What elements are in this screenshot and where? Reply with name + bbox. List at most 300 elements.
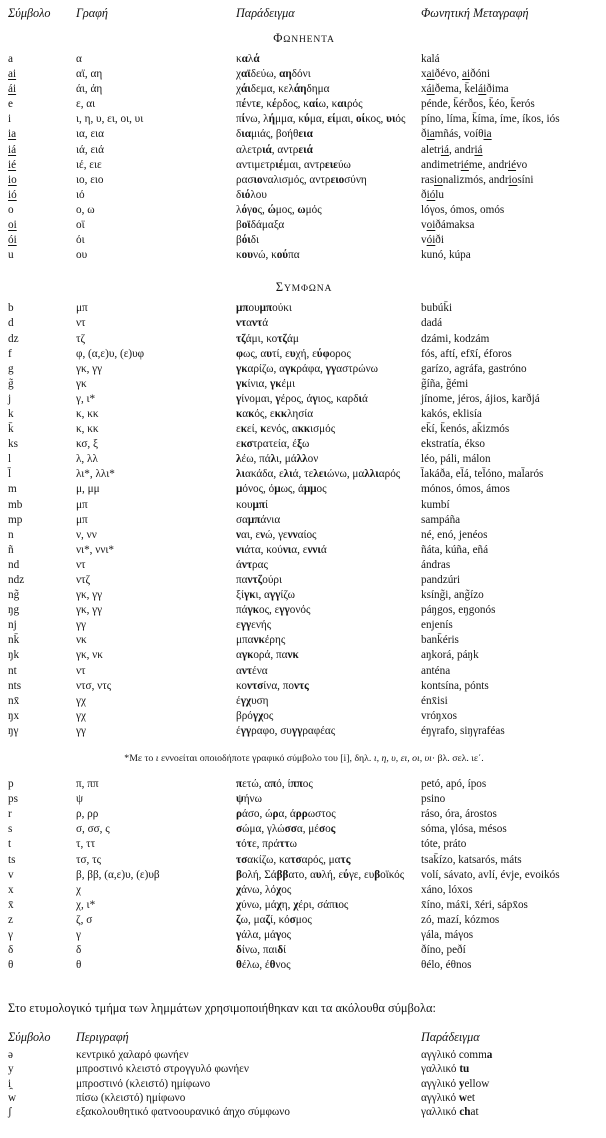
symbol-cell: l̄ (8, 468, 12, 481)
table-row (8, 513, 600, 528)
grafi-cell: νι*, ννι* (76, 543, 114, 556)
symbol-cell: a (8, 53, 13, 65)
table-row (8, 362, 600, 377)
transcription-cell: píno, líma, k̄íma, íme, íkos, iós (421, 113, 560, 126)
transcription-cell: x̄íno, máx̄i, x̄éri, sápx̄os (421, 898, 528, 911)
grafi-cell: νκ (76, 634, 87, 647)
transcription-cell: dadá (421, 317, 443, 330)
grafi-cell: β, ββ, (α,ε)υ, (ε)υβ (76, 868, 160, 881)
example-cell: διόλου (236, 188, 267, 201)
transcription-cell: jínome, jéros, ájios, karðjá (421, 392, 540, 405)
grafi-cell: όι (76, 234, 85, 247)
transcription-cell: tóte, práto (421, 838, 467, 851)
symbol-cell: g (8, 362, 14, 375)
table-row (8, 97, 600, 112)
table-row (8, 943, 600, 958)
table-row (8, 603, 600, 618)
iota-footnote: *Με το ι εννοείται οποιοδήποτε γραφικό σύμβολο του [i], δηλ. ι, η, υ, ει, οι, υι· βλ. σελ. ιε΄. (124, 753, 484, 765)
grafi-cell: ο, ω (76, 203, 95, 216)
example-cell: πέντε, κέρδος, καίω, καιρός (236, 98, 363, 111)
grafi-cell: ιό (76, 188, 85, 201)
description-cell: μπροστινό (κλειστό) ημίφωνο (76, 1077, 211, 1090)
example-cell: έγγραφο, συγγραφέας (236, 724, 336, 737)
description-cell: μπροστινό κλειστό στρογγυλό φωνήεν (76, 1063, 249, 1076)
symbol-cell: ndz (8, 574, 25, 586)
grafi-cell: ζ, σ (76, 913, 93, 926)
grafi-cell: ντζ (76, 574, 91, 586)
grafi-cell: φ, (α,ε)υ, (ε)υφ (76, 347, 145, 360)
example-cell: άντρας (236, 558, 268, 571)
symbol-cell: p (8, 778, 14, 791)
example-cell: τότε, πράττω (236, 838, 298, 851)
table-row (8, 188, 600, 203)
example-cell: καλά (236, 53, 260, 65)
example-cell: αντιμετριέμαι, αντρειεύω (236, 158, 351, 171)
transcription-cell: aŋkorá, páŋk (421, 649, 479, 662)
example-cell: χάιδεμα, κελάηδημα (236, 83, 330, 96)
symbol-cell: ks (8, 438, 18, 451)
example-cell: κοντσίνα, ποντς (236, 679, 309, 692)
symbol-cell: nd (8, 558, 20, 571)
transcription-cell: voiðámaksa (421, 219, 475, 232)
symbol-cell: nts (8, 679, 22, 692)
table-row (8, 792, 600, 807)
symbol-cell: m (8, 483, 17, 496)
example-cell: μπουμπούκι (236, 302, 292, 315)
table-row (8, 127, 600, 142)
table-row (8, 52, 600, 67)
grafi-cell: κ, κκ (76, 423, 99, 436)
symbol-cell: oi (8, 219, 17, 232)
transcription-cell: petó, apó, ípos (421, 778, 487, 791)
table-row (8, 724, 600, 739)
main-table-header (8, 6, 600, 20)
table-row (8, 377, 600, 392)
transcription-cell: ksíng̃i, ang̃ízo (421, 589, 484, 602)
grafi-cell: γγ (76, 619, 86, 632)
transcription-cell: anténa (421, 664, 451, 677)
symbol-cell: g̃ (8, 377, 14, 390)
table-row (8, 1048, 600, 1062)
description-cell: πίσω (κλειστό) ημίφωνο (76, 1091, 186, 1104)
grafi-cell: γγ (76, 724, 86, 737)
symbol-cell: x̄ (8, 898, 14, 911)
symbol-cell: v (8, 868, 14, 881)
example-cell: πετώ, από, ίππος (236, 778, 313, 791)
consonants-table (8, 301, 600, 739)
grafi-cell: τ, ττ (76, 838, 96, 851)
example-cell: ψήνω (236, 793, 262, 806)
table-row (8, 467, 600, 482)
table-row (8, 173, 600, 188)
table-row (8, 633, 600, 648)
example-cell: διαμιάς, βοήθεια (236, 128, 313, 141)
description-cell: κεντρικό χαλαρό φωνήεν (76, 1049, 189, 1062)
symbol-cell: dz (8, 332, 19, 345)
symbol-cell: y (8, 1063, 14, 1076)
table-row (8, 233, 600, 248)
transcription-cell: ráso, óra, árostos (421, 808, 497, 821)
grafi-cell: ιέ, ειε (76, 158, 102, 171)
transcription-cell: sampáña (421, 513, 461, 526)
grafi-cell: μπ (76, 513, 88, 526)
symbol-cell: ps (8, 793, 18, 806)
transcription-cell: zó, mazí, kózmos (421, 913, 500, 926)
table-row (8, 67, 600, 82)
table-row (8, 452, 600, 467)
symbol-cell: io (8, 173, 17, 186)
grafi-cell: μπ (76, 498, 88, 511)
transcription-cell: pénde, k̄érðos, k̄éo, k̄erós (421, 98, 535, 111)
grafi-cell: λ, λλ (76, 453, 98, 466)
grafi-cell: λι*, λλι* (76, 468, 115, 481)
example-cell: πάγκος, εγγονός (236, 604, 311, 617)
transcription-cell: volí, sávato, avlí, évje, evoikós (421, 868, 560, 881)
example-cell: αγκορά, πανκ (236, 649, 299, 662)
symbol-cell: ié (8, 158, 17, 171)
grafi-cell: ε, αι (76, 98, 96, 111)
grafi-cell: ρ, ρρ (76, 808, 99, 821)
transcription-cell: kunó, kúpa (421, 249, 471, 262)
transcription-cell: kalá (421, 53, 440, 65)
table-row (8, 498, 600, 513)
table-row (8, 482, 600, 497)
transcription-cell: l̄akáða, el̄á, tel̄óno, mal̄arós (421, 468, 544, 481)
example-cell: εκστρατεία, έξω (236, 438, 310, 451)
example-cell: αγγλικό yellow (421, 1077, 490, 1090)
grafi-cell: μ, μμ (76, 483, 100, 496)
grafi-cell: ου (76, 249, 88, 262)
grafi-cell: σ, σσ, ς (76, 823, 110, 836)
transcription-cell: ek̄í, k̄enós, ak̄izmós (421, 423, 510, 436)
symbol-cell: k̄ (8, 423, 14, 436)
symbol-cell: ái (8, 83, 17, 96)
symbol-cell: mp (8, 513, 23, 526)
transcription-cell: né, enó, jenéos (421, 528, 488, 541)
symbol-cell: δ (8, 944, 14, 957)
example-cell: αντένα (236, 664, 268, 677)
symbol-cell: k (8, 407, 14, 420)
example-cell: λέω, πάλι, μάλλον (236, 453, 319, 466)
grafi-cell: κ, κκ (76, 407, 99, 420)
grafi-cell: γκ, γγ (76, 604, 103, 617)
grafi-cell: γχ (76, 709, 86, 722)
description-cell: εξακολουθητικό φατνοουρανικό άηχο σύμφωνο (76, 1106, 290, 1119)
etym-column-header-symbol: Σύμβολο (8, 1030, 51, 1045)
example-cell: βολή, Σάββατο, αυλή, εύγε, ευβοϊκός (236, 868, 405, 881)
vowels-section-title: ΦΩΝΗΕΝΤΑ (273, 31, 335, 45)
symbol-cell: i̯ (8, 1077, 12, 1090)
table-row (8, 664, 600, 679)
table-row (8, 898, 600, 913)
transcription-cell: pandzúri (421, 574, 461, 586)
transcription-cell: ðiamñás, voíθia (421, 128, 492, 141)
grafi-cell: γκ, γγ (76, 362, 103, 375)
consonants-table-continued (8, 777, 600, 973)
example-cell: εκεί, κενός, ακκισμός (236, 423, 336, 436)
table-row (8, 347, 600, 362)
symbol-cell: ia (8, 128, 17, 141)
example-cell: λόγος, ώμος, ωμός (236, 203, 322, 216)
transcription-cell: ðíno, peðí (421, 944, 466, 957)
transcription-cell: dzámi, kodzám (421, 332, 490, 345)
example-cell: μόνος, όμως, άμμος (236, 483, 327, 496)
transcription-cell: andimetriéme, andriévo (421, 158, 528, 171)
table-row (8, 407, 600, 422)
vowels-table (8, 52, 600, 263)
etymology-table (8, 1048, 600, 1119)
column-header-symbol: Σύμβολο (8, 6, 51, 20)
table-row (8, 437, 600, 452)
table-row (8, 709, 600, 724)
transcription-cell: ándras (421, 558, 451, 571)
example-cell: ξίγκι, αγγίζω (236, 589, 295, 602)
table-row (8, 112, 600, 127)
grafi-cell: γχ (76, 694, 86, 707)
transcription-cell: g̃íña, g̃émi (421, 377, 469, 390)
table-row (8, 248, 600, 263)
example-cell: παντζούρι (236, 574, 283, 586)
transcription-cell: xáiðema, k̄eláiðima (421, 83, 509, 96)
grafi-cell: ια, εια (76, 128, 105, 141)
transcription-cell: vóiði (421, 234, 444, 247)
grafi-cell: κσ, ξ (76, 438, 99, 451)
example-cell: θέλω, έθνος (236, 959, 291, 972)
grafi-cell: τσ, τς (76, 853, 102, 866)
symbol-cell: t (8, 838, 12, 851)
transcription-cell: páŋgos, eŋgonós (421, 604, 496, 617)
example-cell: κουμπί (236, 498, 269, 511)
symbol-cell: x (8, 883, 14, 896)
grafi-cell: γ, ι* (76, 392, 96, 405)
transcription-cell: kumbí (421, 498, 450, 511)
symbol-cell: ts (8, 853, 16, 866)
grafi-cell: ψ (76, 793, 84, 806)
example-cell: αγγλικό comma (421, 1049, 493, 1062)
table-row (8, 528, 600, 543)
symbol-cell: i (8, 113, 12, 126)
grafi-cell: χ, ι* (76, 898, 96, 911)
symbol-cell: ió (8, 188, 17, 201)
example-cell: σαμπάνια (236, 513, 281, 526)
symbol-cell: γ (8, 928, 13, 941)
grafi-cell: οϊ (76, 219, 85, 232)
symbol-cell: ai (8, 68, 17, 81)
example-cell: κακός, εκκλησία (236, 407, 314, 420)
grafi-cell: τζ (76, 332, 86, 345)
symbol-cell: mb (8, 498, 23, 511)
grafi-cell: γκ, γγ (76, 589, 103, 602)
table-row (8, 1062, 600, 1076)
transcription-cell: vróŋxos (421, 709, 457, 722)
grafi-cell: άι, άη (76, 83, 103, 96)
transcription-cell: mónos, ómos, ámos (421, 483, 510, 496)
example-cell: φως, αυτί, ευχή, εύφορος (236, 347, 351, 360)
transcription-cell: tsak̄ízo, katsarós, máts (421, 853, 522, 866)
transcription-cell: γála, máγos (421, 928, 474, 941)
example-cell: ρασιοναλισμός, αντρειοσύνη (236, 173, 367, 186)
symbol-cell: e (8, 98, 13, 111)
table-row (8, 958, 600, 973)
example-cell: πίνω, λήμμα, κύμα, είμαι, οίκος, υιός (236, 113, 406, 126)
transcription-cell: léo, páli, málon (421, 453, 491, 466)
grafi-cell: ντ (76, 558, 86, 571)
symbol-cell: r (8, 808, 12, 821)
example-cell: βοϊδάμαξα (236, 219, 285, 232)
symbol-cell: nx̄ (8, 694, 20, 707)
transcription-cell: enjenís (421, 619, 453, 632)
example-cell: αγγλικό wet (421, 1091, 476, 1104)
grafi-cell: θ (76, 959, 82, 972)
table-row (8, 679, 600, 694)
example-cell: γαλλικό chat (421, 1106, 479, 1119)
table-row (8, 777, 600, 792)
symbol-cell: z (8, 913, 13, 926)
symbol-cell: ñ (8, 543, 14, 556)
transcription-cell: kontsína, pónts (421, 679, 489, 692)
example-cell: γαλλικό tu (421, 1063, 470, 1076)
table-row (8, 1105, 600, 1119)
symbol-cell: j (8, 392, 12, 405)
transcription-cell: énx̄isi (421, 694, 448, 707)
grafi-cell: γκ (76, 377, 87, 390)
symbol-cell: u (8, 249, 14, 262)
etymology-intro: Στο ετυμολογικό τμήμα των λημμάτων χρησιμοποιήθηκαν και τα ακόλουθα σύμβολα: (8, 1001, 436, 1016)
grafi-cell: α (76, 53, 82, 65)
grafi-cell: ντσ, ντς (76, 679, 112, 692)
table-row (8, 422, 600, 437)
example-cell: εγγενής (236, 619, 272, 632)
table-row (8, 694, 600, 709)
grafi-cell: π, ππ (76, 778, 99, 791)
grafi-cell: ν, νν (76, 528, 97, 541)
grafi-cell: ντ (76, 664, 86, 677)
symbol-cell: ói (8, 234, 17, 247)
example-cell: τζάμι, κοτζάμ (236, 332, 299, 345)
symbol-cell: nj (8, 619, 17, 632)
transcription-cell: ðiólu (421, 188, 444, 201)
example-cell: έγχυση (236, 694, 269, 707)
table-row (8, 807, 600, 822)
column-header-example: Παράδειγμα (236, 6, 295, 20)
transcription-cell: éŋγrafo, siŋγraféas (421, 724, 505, 737)
transcription-cell: rasionalizmós, andriosíni (421, 173, 534, 186)
transcription-cell: sóma, γlósa, mésos (421, 823, 507, 836)
table-row (8, 558, 600, 573)
example-cell: αλετριά, αντρειά (236, 143, 313, 156)
example-cell: νταντά (236, 317, 269, 330)
transcription-cell: xaiðévo, aiðóni (421, 68, 490, 81)
table-row (8, 648, 600, 663)
example-cell: τσακίζω, κατσαρός, ματς (236, 853, 351, 866)
transcription-cell: bubúk̄i (421, 302, 453, 315)
example-cell: βόιδι (236, 234, 260, 247)
table-row (8, 588, 600, 603)
transcription-cell: θélo, éθnos (421, 959, 472, 972)
example-cell: χύνω, μάχη, χέρι, σάπιος (236, 898, 349, 911)
example-cell: χάνω, λόχος (236, 883, 292, 896)
symbol-cell: θ (8, 959, 14, 972)
etymology-table-header (8, 1030, 600, 1044)
transcription-cell: psino (421, 793, 446, 806)
grafi-cell: αϊ, αη (76, 68, 103, 81)
grafi-cell: χ (76, 883, 81, 896)
symbol-cell: iá (8, 143, 17, 156)
table-row (8, 543, 600, 558)
example-cell: γκίνια, γκέμι (236, 377, 296, 390)
consonants-section-title: ΣΥΜΦΩΝΑ (275, 280, 333, 295)
symbol-cell: n (8, 528, 14, 541)
transcription-cell: garízo, agráfa, gastróno (421, 362, 527, 375)
example-cell: σώμα, γλώσσα, μέσος (236, 823, 336, 836)
column-header-grafi: Γραφή (76, 6, 108, 20)
example-cell: χαϊδεύω, αηδόνι (236, 68, 311, 81)
table-row (8, 218, 600, 233)
example-cell: νιάτα, κούνια, εννιά (236, 543, 327, 556)
example-cell: λιακάδα, ελιά, τελειώνω, μαλλιαρός (236, 468, 401, 481)
grafi-cell: ιά, ειά (76, 143, 105, 156)
symbol-cell: w (8, 1091, 17, 1104)
table-row (8, 1091, 600, 1105)
transcription-cell: ekstratía, ékso (421, 438, 485, 451)
table-row (8, 573, 600, 588)
symbol-cell: ŋg (8, 604, 20, 617)
transcription-cell: bank̄éris (421, 634, 459, 647)
symbol-cell: s (8, 823, 13, 836)
symbol-cell: ng̃ (8, 589, 20, 602)
symbol-cell: f (8, 347, 12, 360)
table-row (8, 158, 600, 173)
column-header-transcription: Φωνητική Μεταγραφή (421, 6, 529, 20)
symbol-cell: o (8, 203, 14, 216)
grafi-cell: γκ, νκ (76, 649, 103, 662)
example-cell: γίνομαι, γέρος, άγιος, καρδιά (236, 392, 368, 405)
table-row (8, 301, 600, 316)
etym-column-header-description: Περιγραφή (76, 1030, 129, 1045)
table-row (8, 618, 600, 633)
symbol-cell: ŋγ (8, 724, 19, 737)
transcription-cell: xáno, lóxos (421, 883, 473, 896)
grafi-cell: ντ (76, 317, 86, 330)
symbol-cell: ə (8, 1049, 13, 1062)
table-row (8, 853, 600, 868)
example-cell: ναι, ενώ, γενναίος (236, 528, 317, 541)
example-cell: γάλα, μάγος (236, 928, 292, 941)
example-cell: γκαρίζω, αγκράφα, γγαστρώνω (236, 362, 379, 375)
grafi-cell: γ (76, 928, 81, 941)
symbol-cell: ʃ (8, 1106, 12, 1119)
transcription-cell: fós, aftí, efx̄í, éforos (421, 347, 512, 360)
example-cell: βρόγχος (236, 709, 274, 722)
transcription-cell: aletriá, andriá (421, 143, 483, 156)
transcription-cell: lóγos, ómos, omós (421, 203, 505, 216)
table-row (8, 883, 600, 898)
symbol-cell: l (8, 453, 12, 466)
table-row (8, 1077, 600, 1091)
symbol-cell: ŋx (8, 709, 20, 722)
etym-column-header-example: Παράδειγμα (421, 1030, 480, 1045)
grafi-cell: ι, η, υ, ει, οι, υι (76, 113, 144, 126)
table-row (8, 837, 600, 852)
grafi-cell: ιο, ειο (76, 173, 104, 186)
table-row (8, 392, 600, 407)
grafi-cell: μπ (76, 302, 88, 315)
table-row (8, 203, 600, 218)
table-row (8, 332, 600, 347)
symbol-cell: ŋk (8, 649, 20, 662)
example-cell: μπανκέρης (236, 634, 286, 647)
symbol-cell: nk̄ (8, 634, 20, 647)
